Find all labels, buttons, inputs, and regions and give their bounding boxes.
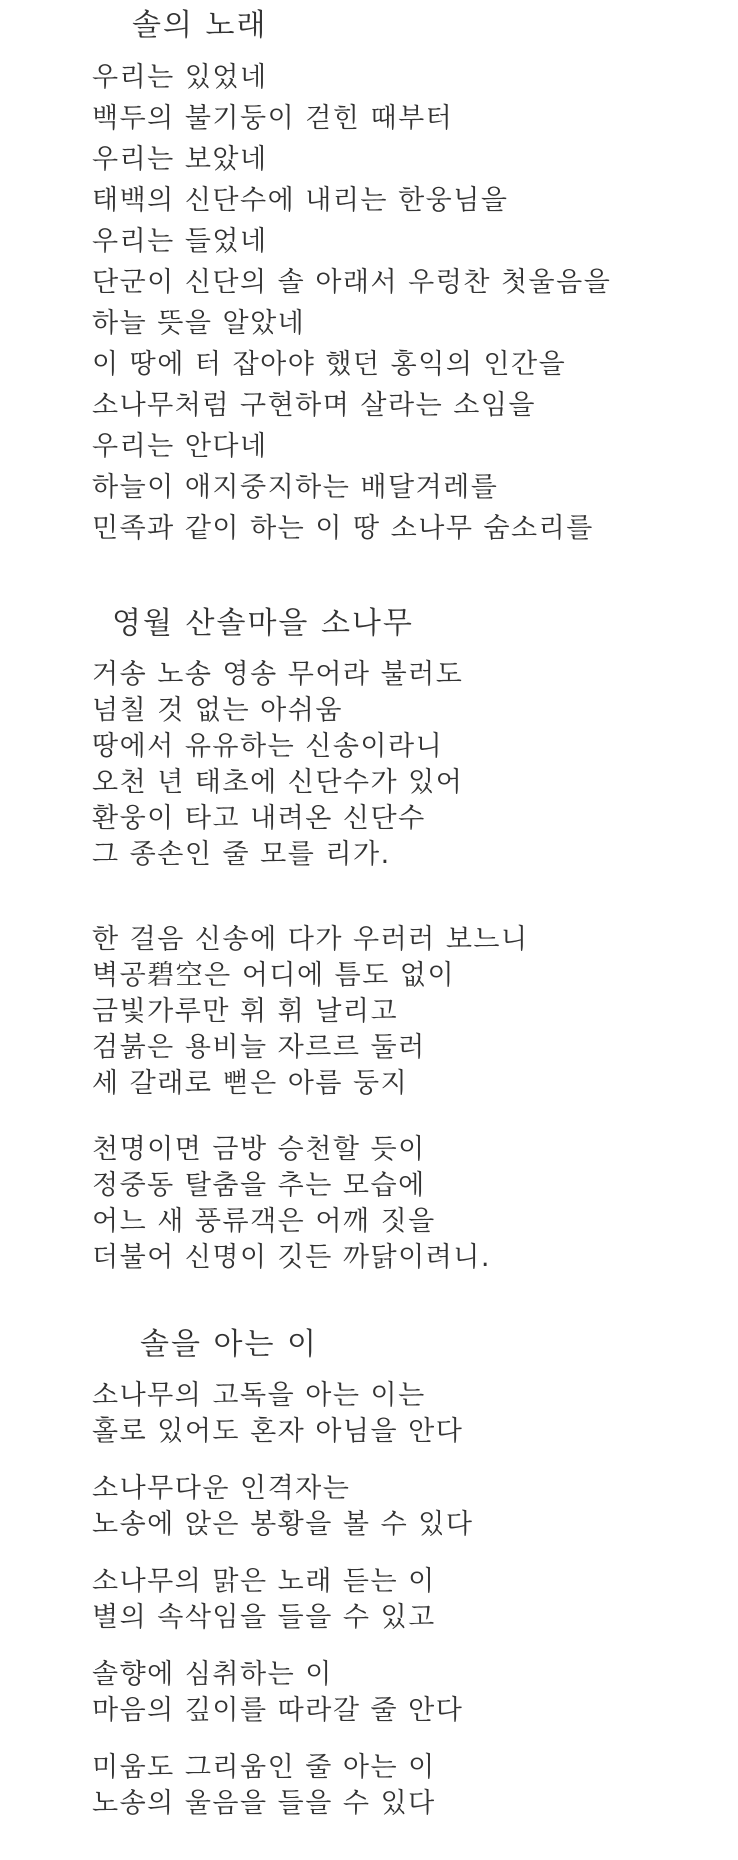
poem-line: 검붉은 용비늘 자르르 둘러 [92, 1032, 426, 1063]
poem-line: 금빛가루만 휘 휘 날리고 [92, 996, 399, 1027]
poem-line: 백두의 불기둥이 걷힌 때부터 [92, 103, 454, 134]
poem-line: 천명이면 금방 승천할 듯이 [92, 1134, 426, 1165]
poem-line: 오천 년 태초에 신단수가 있어 [92, 767, 464, 798]
poem-line: 우리는 있었네 [92, 62, 268, 93]
poem-line: 하늘 뜻을 알았네 [92, 308, 306, 339]
poem-title: 영월 산솔마을 소나무 [112, 606, 414, 641]
poem-line: 한 걸음 신송에 다가 우러러 보느니 [92, 924, 529, 955]
poem-line: 별의 속삭임을 들을 수 있고 [92, 1602, 436, 1633]
poem-line: 민족과 같이 하는 이 땅 소나무 숨소리를 [92, 513, 594, 544]
poem-line: 어느 새 풍류객은 어깨 짓을 [92, 1206, 436, 1237]
poem-title: 솔의 노래 [132, 8, 268, 43]
poem-line: 우리는 안다네 [92, 431, 268, 462]
poem-line: 정중동 탈춤을 추는 모습에 [92, 1170, 426, 1201]
poem-line: 소나무의 고독을 아는 이는 [92, 1380, 426, 1411]
poem-line: 이 땅에 터 잡아야 했던 홍익의 인간을 [92, 349, 567, 380]
poem-line: 태백의 신단수에 내리는 한웅님을 [92, 185, 509, 216]
poem-line: 우리는 보았네 [92, 144, 268, 175]
poem-line: 환웅이 타고 내려온 신단수 [92, 803, 426, 834]
poem-line: 단군이 신단의 솔 아래서 우렁찬 첫울음을 [92, 267, 612, 298]
poem-line: 그 종손인 줄 모를 리가. [92, 839, 391, 870]
poem-line: 벽공碧空은 어디에 틈도 없이 [92, 960, 456, 991]
poem-line: 솔향에 심취하는 이 [92, 1659, 333, 1690]
poem-line: 넘칠 것 없는 아쉬움 [92, 695, 343, 726]
poem-line: 마음의 깊이를 따라갈 줄 안다 [92, 1695, 464, 1726]
poem-title: 솔을 아는 이 [140, 1327, 318, 1362]
poem-line: 세 갈래로 뻗은 아름 둥지 [92, 1068, 409, 1099]
poem-line: 우리는 들었네 [92, 226, 268, 257]
poem-line: 하늘이 애지중지하는 배달겨레를 [92, 472, 499, 503]
poem-line: 더불어 신명이 깃든 까닭이려니. [92, 1242, 491, 1273]
poem-line: 소나무처럼 구현하며 살라는 소임을 [92, 390, 536, 421]
poem-line: 땅에서 유유하는 신송이라니 [92, 731, 444, 762]
poem-line: 홀로 있어도 혼자 아님을 안다 [92, 1416, 464, 1447]
poem-line: 소나무다운 인격자는 [92, 1473, 351, 1504]
poem-line: 거송 노송 영송 무어라 불러도 [92, 659, 464, 690]
poem-line: 미움도 그리움인 줄 아는 이 [92, 1752, 436, 1783]
poem-line: 소나무의 맑은 노래 듣는 이 [92, 1566, 436, 1597]
poem-line: 노송의 울음을 들을 수 있다 [92, 1788, 436, 1819]
poem-line: 노송에 앉은 봉황을 볼 수 있다 [92, 1509, 474, 1540]
